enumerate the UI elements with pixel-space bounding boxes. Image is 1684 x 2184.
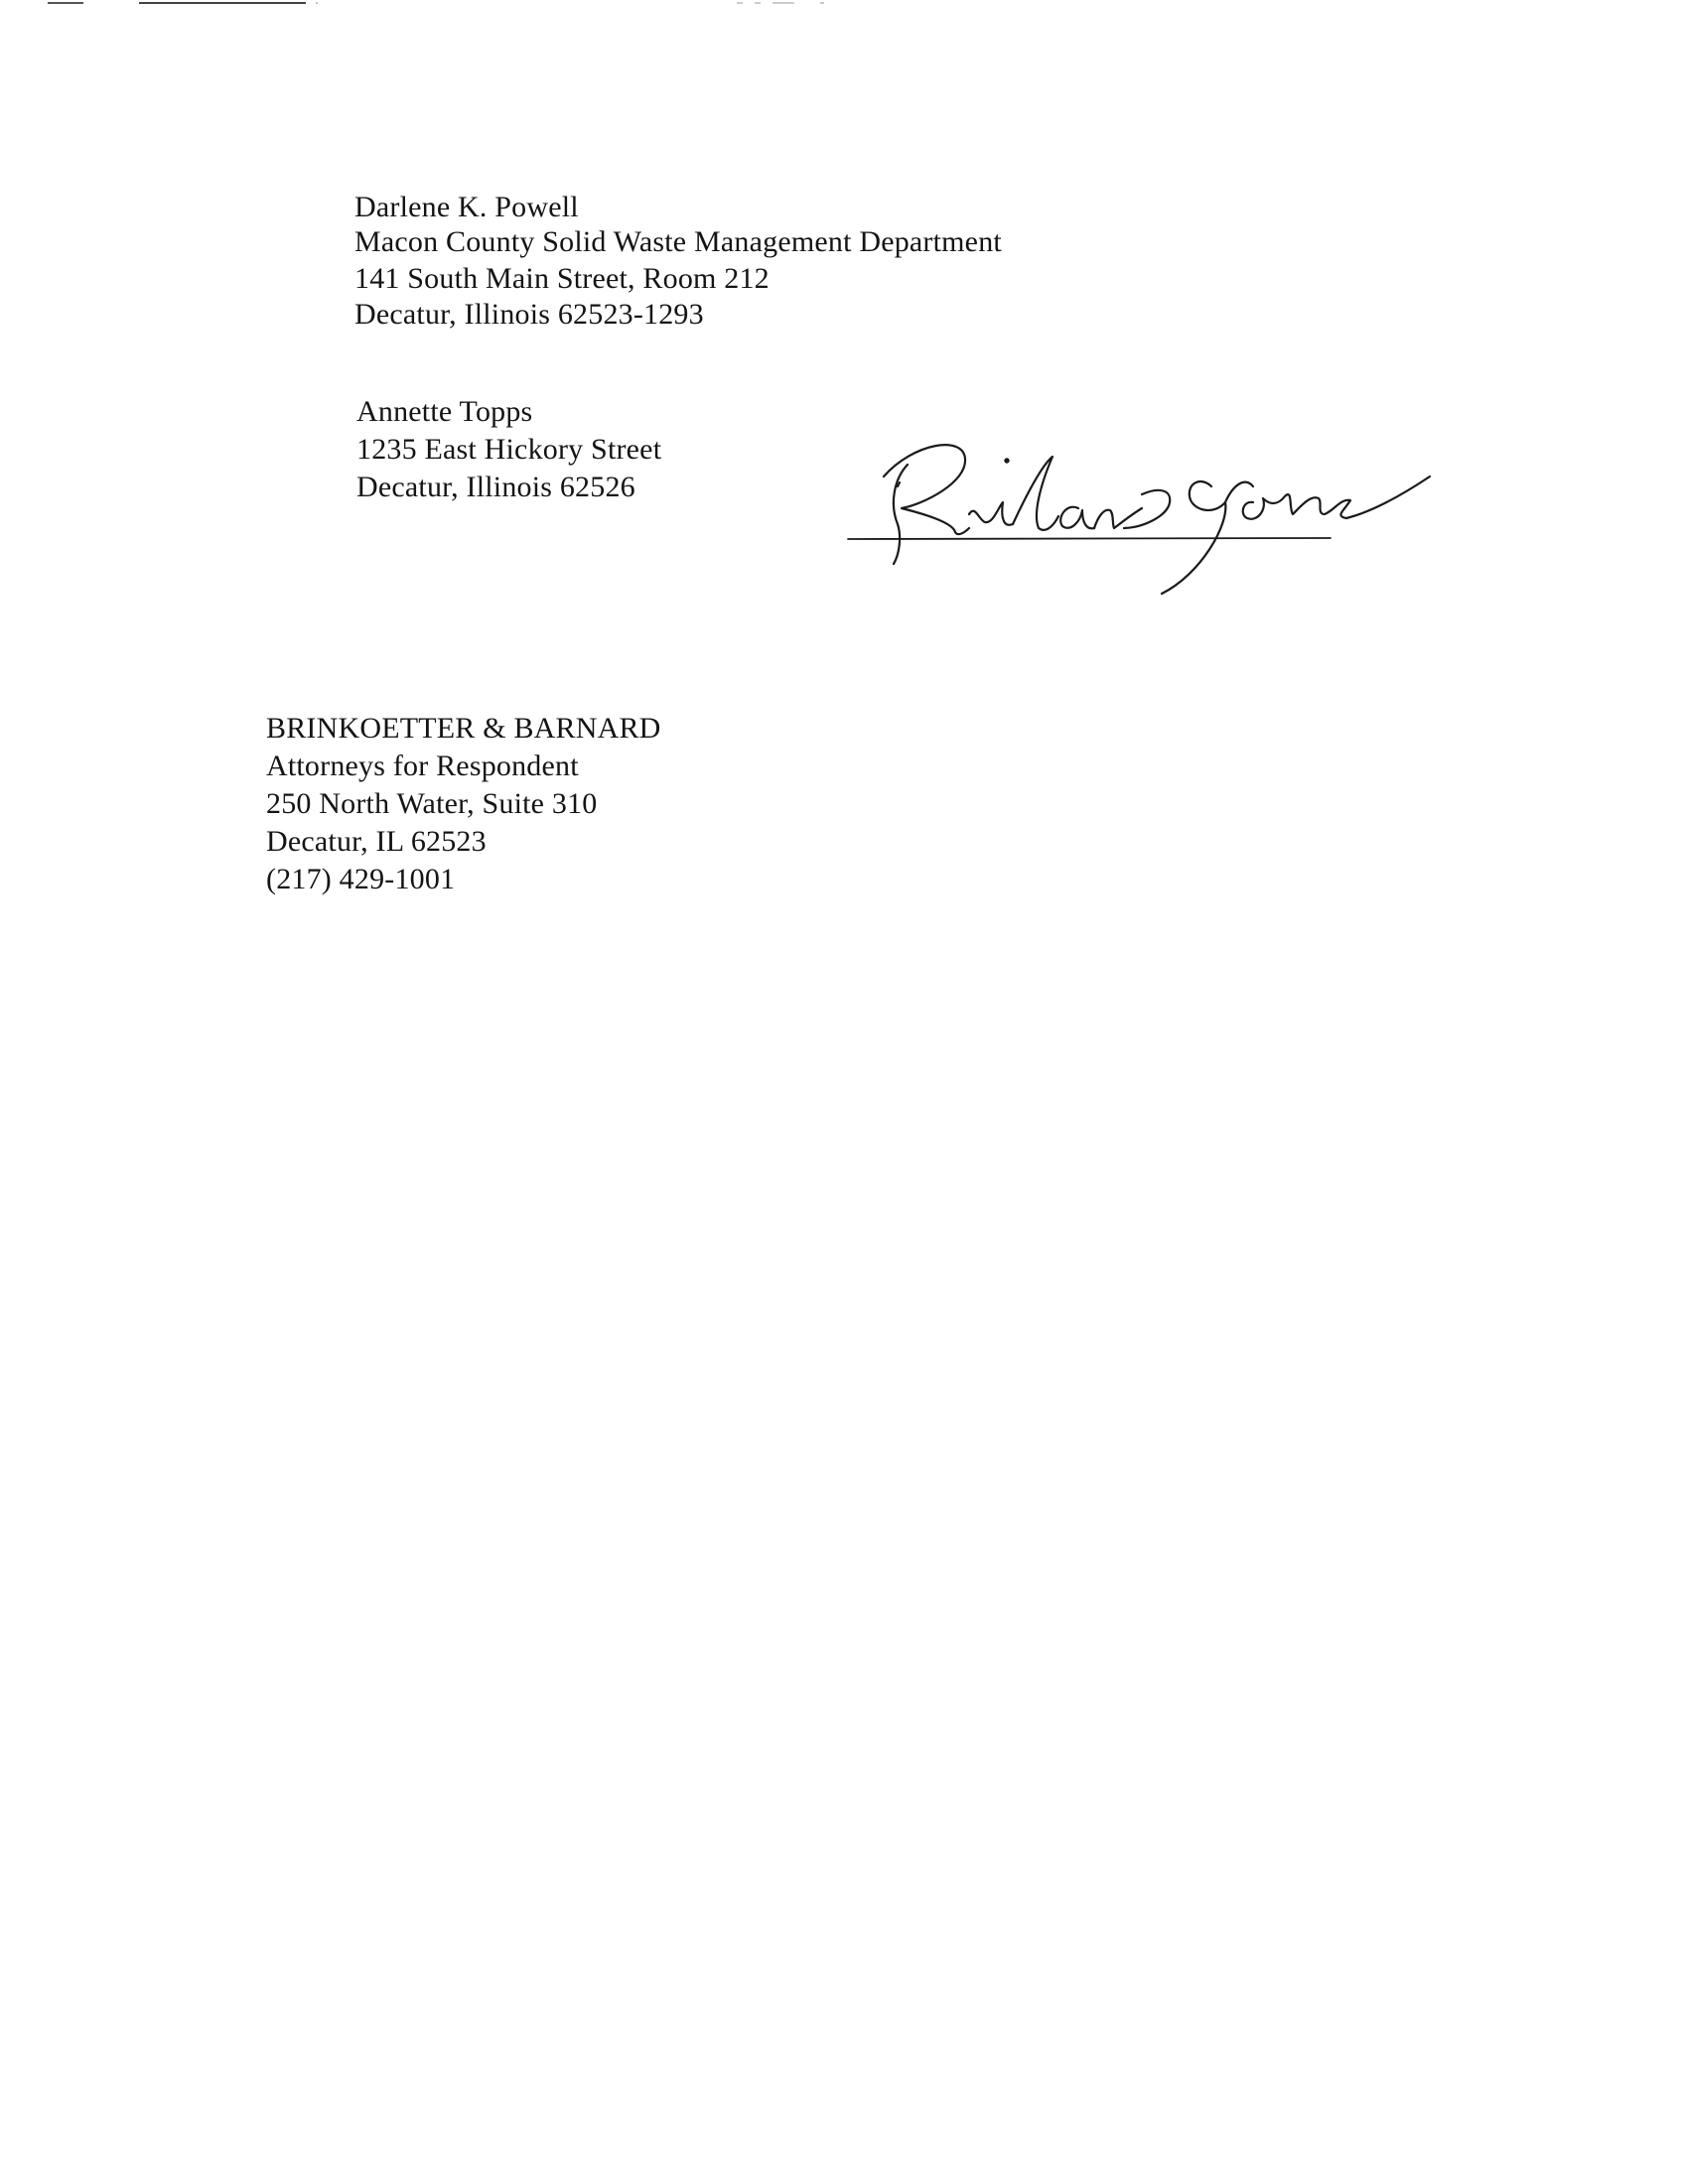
attorney-role: Attorneys for Respondent: [266, 750, 579, 782]
recipient-organization: Macon County Solid Waste Management Department: [354, 225, 1002, 258]
recipient-name: Annette Topps: [356, 395, 533, 428]
recipient-name: Darlene K. Powell: [354, 191, 579, 223]
scan-artifact-marks: [0, 0, 1684, 12]
recipient-city: Decatur, Illinois 62523-1293: [354, 298, 704, 331]
recipient-address-topps: [356, 393, 661, 506]
recipient-street: 141 South Main Street, Room 212: [354, 262, 770, 295]
firm-phone: (217) 429-1001: [266, 863, 456, 895]
recipient-address-powell: [354, 189, 1002, 340]
firm-city: Decatur, IL 62523: [266, 825, 487, 858]
firm-name: BRINKOETTER & BARNARD: [266, 712, 661, 745]
recipient-street: 1235 East Hickory Street: [356, 433, 662, 466]
recipient-city: Decatur, Illinois 62526: [356, 471, 635, 503]
handwritten-signature: [844, 425, 1460, 604]
firm-street: 250 North Water, Suite 310: [266, 787, 598, 820]
attorney-signature-block: [266, 710, 661, 898]
